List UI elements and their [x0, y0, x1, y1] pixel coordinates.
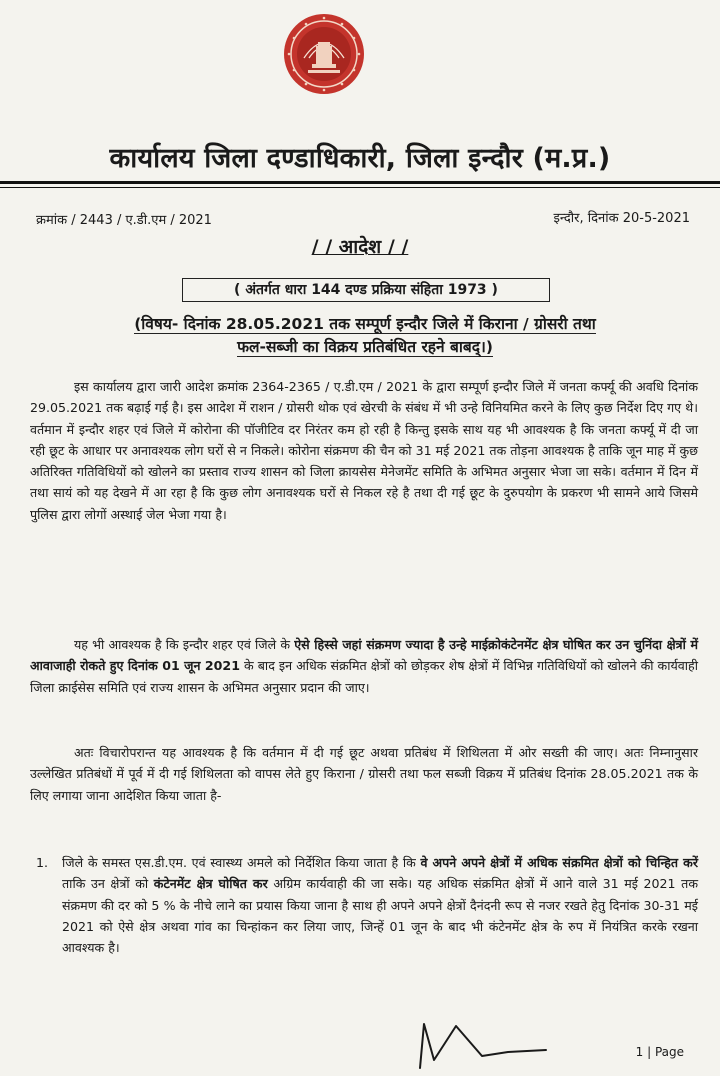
- list-item-number: 1.: [36, 855, 49, 870]
- office-title: कार्यालय जिला दण्डाधिकारी, जिला इन्दौर (म.प्र.): [109, 143, 611, 174]
- subject-line-1: (विषय- दिनांक 28.05.2021 तक सम्पूर्ण इन्दौर जिले में किराना / ग्रोसरी तथा: [134, 315, 596, 333]
- list-item: [36, 852, 698, 958]
- subject-line-2: फल-सब्जी का विक्रय प्रतिबंधित रहने बाबद्।): [237, 338, 493, 356]
- place-date: इन्दौर, दिनांक 20-5-2021: [553, 211, 690, 226]
- header-divider: [0, 181, 720, 184]
- handwritten-signature-icon: [412, 1016, 552, 1076]
- header-divider-thin: [0, 187, 720, 188]
- paragraph-2: [30, 634, 698, 698]
- paragraph-3: अतः विचारोपरान्त यह आवश्यक है कि वर्तमान में दी गई छूट अथवा प्रतिबंध में शिथिलता में ओर सख्ती की जाए। अतः निम्नानुसार उल्लेखित प्रतिबंधों में पूर्व में दी गई शिथिलता को वापस लेते हुए किराना / ग्रोसरी तथा फल सब्जी विक्रय में प्रतिबंध दिनांक 28.05.2021 तक के लिए लगाया जाना आदेशित किया जाता है-: [30, 745, 698, 803]
- order-title-text: / / आदेश / /: [311, 236, 409, 258]
- order-list: [36, 852, 698, 958]
- list-item-bold-1: वे अपने अपने क्षेत्रों में अधिक संक्रमित क्षेत्रों को चिन्हित करें: [420, 855, 698, 870]
- paragraph-2-text-b: के बाद इन अधिक संक्रमित क्षेत्रों को छोड़कर शेष क्षेत्रों में विभिन्न गतिविधियों को खोलने की कार्यवाही जिला क्राईसेस समिति एवं राज्य शासन के अभिमत अनुसार प्रदान की जाए।: [30, 658, 698, 695]
- subject: [60, 313, 670, 359]
- mp-govt-seal-icon: [282, 12, 366, 96]
- list-item-text-c: अग्रिम कार्यवाही की जा सके। यह अधिक संक्रमित क्षेत्रों में आने वाले 31 मई 2021 तक संक्रमण की दर को 5 % के नीचे लाने का प्रयास किया जाना है साथ ही अपने अपने क्षेत्रों दैनंदनी रूप से नजर रखते हेतु दिनांक 30-31 मई 2021 को ऐसे क्षेत्र अथवा गांव का चिन्हांकन कर लिया जाए, जिन्हें 01 जून के बाद भी कंटेनमेंट क्षेत्र के रुप में नियंत्रित करके रखना आवश्यक है।: [62, 876, 698, 956]
- list-item-text-b: ताकि उन क्षेत्रों को: [62, 876, 154, 892]
- reference-number: क्रमांक / 2443 / ए.डी.एम / 2021: [36, 213, 212, 228]
- legal-section-box: ( अंतर्गत धारा 144 दण्ड प्रक्रिया संहिता 1973 ): [182, 278, 550, 302]
- page-number: 1 | Page: [635, 1045, 684, 1059]
- paragraph-1: इस कार्यालय द्वारा जारी आदेश क्रमांक 2364-2365 / ए.डी.एम / 2021 के द्वारा सम्पूर्ण इन्दौर जिले में जनता कर्फ्यू की अवधि दिनांक 29.05.2021 तक बढ़ाई गई है। इस आदेश में राशन / ग्रोसरी थोक एवं खेरची के संबंध में भी उन्हे विनियमित करने के लिए कुछ निर्देश दिए गए थे। वर्तमान में इन्दौर शहर एवं जिले में कोरोना की पॉजीटिव दर निरंतर कम हो रही है किन्तु इसके साथ यह भी आवश्यक है कि जनता कर्फ्यू में दी जा रही छूट के आधार पर अनावश्यक लोग घरों से न निकले। कोरोना संक्रमण की चैन को 31 मई 2021 तक तोड़ना आवश्यक है ताकि जून माह में कुछ अतिरिक्त गतिविधियों को खोलने का प्रस्ताव राज्य शासन को जिला क्रायसेस मेनेजमेंट समिति के अभिमत अनुसार भेजा जा सके। वर्तमान में दिन में तथा सायं को यह देखने में आ रहा है कि कुछ लोग अनावश्यक घरों से निकल रहे है तथा दी गई छूट के दुरुपयोग के प्रकरण भी सामने आये जिसमे पुलिस द्वारा लोगों अस्थाई जेल भेजा गया है।: [30, 379, 698, 522]
- order-title: [0, 233, 720, 259]
- paragraph-2-text-a: यह भी आवश्यक है कि इन्दौर शहर एवं जिले के: [74, 637, 295, 652]
- list-item-text-a: जिले के समस्त एस.डी.एम. एवं स्वास्थ्य अमले को निर्देशित किया जाता है कि: [62, 855, 421, 870]
- paragraph-2-bold: ऐसे हिस्से जहां संक्रमण ज्यादा है उन्हे माईक्रोकंटेनमेंट क्षेत्र घोषित कर उन चुनिंदा क्षेत्रों में आवाजाही रोकते हुए दिनांक 01 जून 2021: [30, 637, 698, 674]
- list-item-bold-2: कंटेनमेंट क्षेत्र घोषित कर: [153, 876, 268, 892]
- list-item-text: [62, 852, 698, 958]
